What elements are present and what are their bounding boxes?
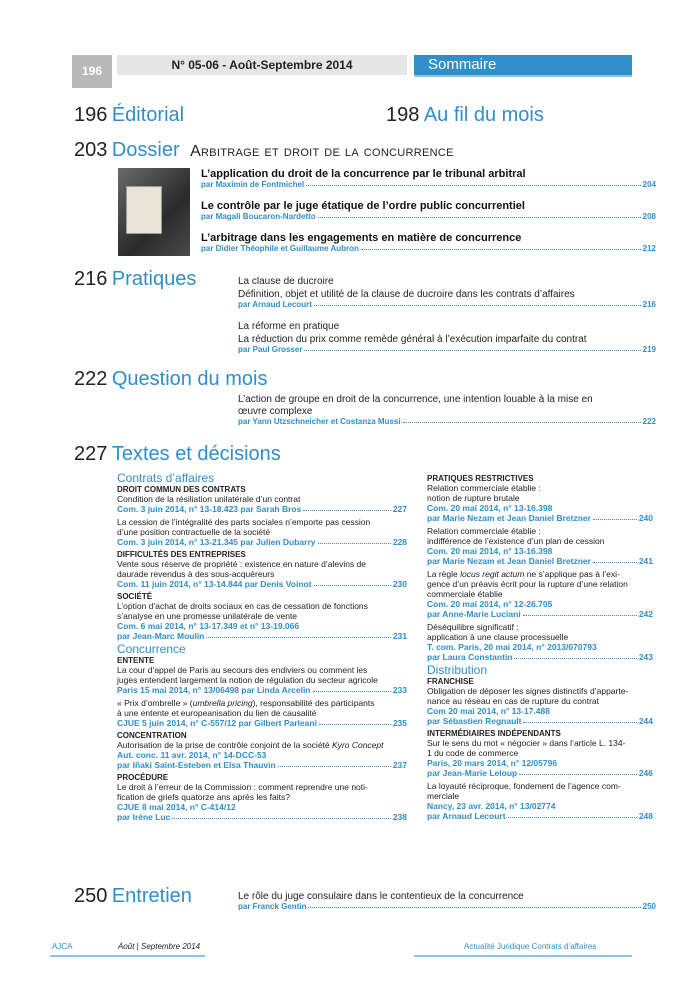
entry-text: Déséquilibre significatif : [427, 622, 519, 632]
left-column [117, 471, 407, 822]
entry-author[interactable]: par Arnaud Lecourt 248 [427, 811, 653, 821]
article-title: L’arbitrage dans les engagements en matière de concurrence [201, 232, 522, 244]
subhead-distribution: Distribution [427, 663, 488, 677]
question-article[interactable] [238, 394, 656, 426]
rubric: FRANCHISE [427, 677, 474, 686]
entry-text: Vente sous réserve de propriété : existence en nature d’alevins de [117, 559, 367, 569]
entry-text: à une entente et europeanisation du lien de causalité [117, 708, 317, 718]
section-title: Sommaire [414, 55, 632, 75]
rubric: PROCÉDURE [117, 773, 169, 782]
entry-text: gence d’un préavis écrit pour la rupture d’une relation [427, 579, 628, 589]
pratiques-article-1[interactable] [238, 276, 656, 309]
entry-text: indifférence de l’existence d’un plan de cession [427, 536, 605, 546]
entretien-title: Entretien [111, 885, 192, 907]
footer-journal: AJCA [52, 942, 73, 951]
footer-title: Actualité Juridique Contrats d’affaires [464, 942, 597, 951]
article-author: par Franck Gentin [238, 902, 307, 911]
article-page: 222 [642, 417, 656, 426]
entretien-heading[interactable] [74, 885, 192, 908]
article-author: par Magali Boucaron-Nardetto [201, 212, 316, 221]
dossier-title: Dossier [111, 139, 180, 161]
dossier-heading[interactable] [74, 139, 454, 162]
rubric: DROIT COMMUN DES CONTRATS [117, 485, 246, 494]
article-line: La réforme en pratique [238, 321, 340, 332]
entry-text: fication de griefs quatorze ans après les faits? [117, 792, 290, 802]
article-author: par Didier Théophile et Guillaume Aubron [201, 244, 359, 253]
rubric: INTERMÉDIAIRES INDÉPENDANTS [427, 729, 561, 738]
entry-text: Sur le sens du mot « négocier » dans l’article L. 134- [427, 738, 626, 748]
footer-rule-right [414, 955, 632, 957]
book-image [126, 186, 162, 234]
rubric: DIFFICULTÉS DES ENTREPRISES [117, 550, 246, 559]
entry-text: Le droit à l’erreur de la Commission : comment reprendre une noti- [117, 782, 368, 792]
entry-text: La règle locus regit actum ne s’applique pas à l’exi- [427, 569, 620, 579]
entry-ref[interactable]: CJUE 5 juin 2014, n° C-557/12 par Gilbert Parleani 235 [117, 718, 407, 728]
entry-text: merciale [427, 791, 460, 801]
entry-ref[interactable]: Com. 20 mai 2014, n° 13-16.398 [427, 503, 553, 513]
textes-heading[interactable] [74, 443, 281, 466]
entry-text: L’option d’achat de droits sociaux en cas de cessation de fonctions [117, 601, 368, 611]
pratiques-page: 216 [74, 268, 108, 290]
entry-text: juges entendent largement la notion de régulation du secteur agricole [117, 675, 378, 685]
entry-ref[interactable]: Com. 20 mai 2014, n° 13-16.398 [427, 546, 553, 556]
entry-ref[interactable]: Com. 3 juin 2014, n° 13-21.345 par Julien Dubarry 228 [117, 537, 407, 547]
entry-author[interactable]: par Jean-Marc Moulin 231 [117, 631, 407, 641]
rubric: PRATIQUES RESTRICTIVES [427, 474, 534, 483]
article-page: 204 [642, 180, 656, 189]
dossier-subtitle: Arbitrage et droit de la concurrence [190, 143, 454, 160]
entry-text: notion de rupture brutale [427, 493, 520, 503]
article-author: par Arnaud Lecourt [238, 300, 312, 309]
entry-text: La cour d’appel de Paris au secours des endiviers ou comment les [117, 665, 368, 675]
entry-text: Relation commerciale établie : [427, 526, 541, 536]
entry-ref[interactable]: Com. 6 mai 2014, n° 13-17.349 et n° 13-19.066 [117, 621, 300, 631]
entry-ref[interactable]: Com. 11 juin 2014, n° 13-14.844 par Denis Voinot 230 [117, 579, 407, 589]
entry-ref[interactable]: Com. 3 juin 2014, n° 13-18.423 par Sarah Bros 227 [117, 504, 407, 514]
article-line: Définition, objet et utilité de la clause de ducroire dans les contrats d’affaires [238, 289, 575, 300]
entretien-page: 250 [74, 885, 108, 907]
rubric: ENTENTE [117, 656, 155, 665]
entretien-article[interactable] [238, 891, 656, 911]
article-line: La clause de ducroire [238, 276, 334, 287]
footer-date: Août | Septembre 2014 [118, 942, 201, 951]
entry-author[interactable]: par Anne-Marie Luciani 242 [427, 609, 653, 619]
article-title: L’application du droit de la concurrence par le tribunal arbitral [201, 168, 526, 180]
entry-text: 1 du code de commerce [427, 748, 519, 758]
article-page: 219 [642, 345, 656, 354]
entry-author[interactable]: par Sébastien Regnault 244 [427, 716, 653, 726]
dossier-article-1[interactable] [201, 168, 656, 189]
dossier-page: 203 [74, 139, 108, 161]
page-number-tab: 196 [72, 55, 112, 88]
entry-author[interactable]: par Laura Constantin 243 [427, 652, 653, 662]
entry-author[interactable]: par Marie Nezam et Jean Daniel Bretzner 240 [427, 513, 653, 523]
article-title: Le contrôle par le juge étatique de l’ordre public concurrentiel [201, 200, 525, 212]
editorial-page: 196 [74, 104, 108, 126]
entry-text: daurade revendus à des sous-acquéreurs [117, 569, 275, 579]
entry-text: s’analyse en une promesse unilatérale de vente [117, 611, 298, 621]
footer-rule-left [50, 955, 205, 957]
question-title: Question du mois [111, 368, 268, 390]
entry-author[interactable]: par Irène Luc 238 [117, 812, 407, 822]
fil-page: 198 [386, 104, 420, 126]
article-page: 212 [642, 244, 656, 253]
entry-author[interactable]: par Jean-Marie Leloup 246 [427, 768, 653, 778]
section-underline [414, 75, 632, 77]
article-author: par Maximin de Fontmichel [201, 180, 305, 189]
subhead-contrats: Contrats d’affaires [117, 471, 215, 485]
question-page: 222 [74, 368, 108, 390]
editorial-title: Éditorial [111, 104, 185, 126]
fil-title: Au fil du mois [423, 104, 544, 126]
article-line: La réduction du prix comme remède général à l’exécution imparfaite du contrat [238, 334, 587, 345]
entry-text: Obligation de déposer les signes distinctifs d’apparte- [427, 686, 629, 696]
entry-text: application à une clause processuelle [427, 632, 569, 642]
entry-text: La cession de l’intégralité des parts sociales n’emporte pas cession [117, 517, 371, 527]
article-page: 250 [642, 902, 656, 911]
entry-text: commerciale établie [427, 589, 503, 599]
dossier-article-3[interactable] [201, 232, 656, 253]
entry-text: nance au réseau en cas de rupture du contrat [427, 696, 600, 706]
entry-text: d’une position contractuelle de la société [117, 527, 271, 537]
article-author: par Yann Utzschneicher et Costanza Mussi [238, 417, 401, 426]
entry-text: Autorisation de la prise de contrôle conjoint de la société Kyro Concept [117, 740, 384, 750]
entry-ref[interactable]: Com 20 mai 2014, n° 13-17.488 [427, 706, 550, 716]
article-page: 216 [642, 300, 656, 309]
rubric: SOCIÉTÉ [117, 592, 153, 601]
textes-title: Textes et décisions [111, 443, 281, 465]
subhead-concurrence: Concurrence [117, 642, 186, 656]
rubric: CONCENTRATION [117, 731, 187, 740]
entry-text: Condition de la résiliation unilatérale d’un contrat [117, 494, 301, 504]
entry-ref[interactable]: Aut. conc. 11 avr. 2014, n° 14-DCC-53 [117, 750, 267, 760]
pratiques-title: Pratiques [111, 268, 197, 290]
entry-author[interactable]: par Marie Nezam et Jean Daniel Bretzner 241 [427, 556, 653, 566]
textes-page: 227 [74, 443, 108, 465]
issue-label: N° 05-06 - Août-Septembre 2014 [117, 55, 407, 75]
dossier-article-2[interactable] [201, 200, 656, 221]
entry-ref[interactable]: Nancy, 23 avr. 2014, n° 13/02774 [427, 801, 556, 811]
pratiques-heading[interactable] [74, 268, 196, 291]
article-author: par Paul Grosser [238, 345, 303, 354]
editorial-entry[interactable] [74, 104, 184, 127]
article-line: Le rôle du juge consulaire dans le contentieux de la concurrence [238, 891, 524, 902]
entry-ref[interactable]: Com. 20 mai 2014, n° 12-26.705 [427, 599, 553, 609]
right-column [427, 474, 653, 821]
entry-ref[interactable]: T. com. Paris, 20 mai 2014, n° 2013/070793 [427, 642, 597, 652]
entry-author[interactable]: par Iñaki Saint-Esteben et Elsa Thauvin 237 [117, 760, 407, 770]
entry-ref[interactable]: CJUE 8 mai 2014, n° C-414/12 [117, 802, 236, 812]
entry-ref[interactable]: Paris, 20 mars 2014, n° 12/05796 [427, 758, 558, 768]
entry-text: Relation commerciale établie : [427, 483, 541, 493]
article-line: L’action de groupe en droit de la concurrence, une intention louable à la mise en [238, 394, 593, 405]
entry-ref[interactable]: Paris 15 mai 2014, n° 13/06498 par Linda Arcelin 233 [117, 685, 407, 695]
entry-text: La loyauté réciproque, fondement de l’agence com- [427, 781, 621, 791]
article-line: œuvre complexe [238, 406, 313, 417]
question-heading[interactable] [74, 368, 267, 391]
pratiques-article-2[interactable] [238, 321, 656, 354]
fil-entry[interactable] [386, 104, 544, 127]
article-page: 208 [642, 212, 656, 221]
entry-text: « Prix d’ombrelle » (umbrella pricing), responsabilité des participants [117, 698, 375, 708]
